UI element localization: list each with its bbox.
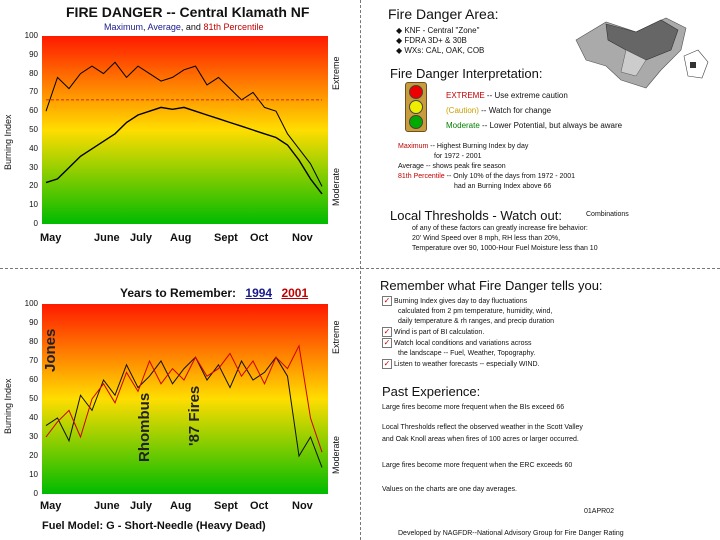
interpretation-levels bbox=[446, 88, 622, 133]
y-tick-label: 80 bbox=[29, 68, 38, 78]
area-item: ◆ KNF - Central "Zone" bbox=[396, 26, 480, 35]
remember-text: Wind is part of BI calculation. bbox=[394, 328, 485, 336]
thresholds-line: of any of these factors can greatly increase fire behavior: bbox=[412, 225, 588, 232]
def-text: -- shows peak fire season bbox=[425, 163, 506, 170]
month-label: May bbox=[40, 500, 62, 512]
thresholds-line: 20' Wind Speed over 8 mph, RH less than 20%, bbox=[412, 235, 561, 242]
month-label: Sept bbox=[214, 500, 238, 512]
y-tick-label: 60 bbox=[29, 375, 38, 384]
month-label: Nov bbox=[292, 500, 313, 512]
legend-percentile: 81th Percentile bbox=[203, 22, 264, 32]
level-word: Moderate bbox=[446, 121, 480, 130]
map-location-marker bbox=[690, 62, 696, 68]
past-line: Values on the charts are one day averages. bbox=[382, 486, 517, 493]
level-word: EXTREME bbox=[446, 91, 485, 100]
month-label: July bbox=[130, 232, 153, 244]
area-item-text: KNF - Central "Zone" bbox=[404, 26, 480, 35]
thresholds-body bbox=[412, 224, 598, 254]
month-label: June bbox=[94, 500, 120, 512]
top-chart-plot bbox=[42, 36, 328, 224]
checkbox-icon: ✓ bbox=[383, 326, 391, 336]
month-label: Aug bbox=[170, 232, 192, 244]
y-tick-label: 30 bbox=[29, 162, 38, 172]
def-text: -- Only 10% of the days from 1972 - 2001 bbox=[446, 173, 576, 180]
y-tick-label: 30 bbox=[29, 432, 38, 441]
y-tick-label: 90 bbox=[29, 49, 38, 59]
level-extreme bbox=[446, 88, 622, 103]
def-text: had an Burning Index above 66 bbox=[454, 183, 552, 190]
def-line bbox=[398, 172, 575, 182]
y-tick-label: 70 bbox=[29, 356, 38, 365]
y-tick-label: 10 bbox=[29, 470, 38, 479]
def-word: 81th Percentile bbox=[398, 173, 445, 180]
y-tick-label: 50 bbox=[29, 125, 38, 134]
month-label: Sept bbox=[214, 232, 238, 244]
area-item-text: WXs: CAL, OAK, COB bbox=[404, 46, 485, 55]
footer-date: 01APR02 bbox=[584, 508, 614, 515]
month-label: May bbox=[40, 232, 62, 244]
top-chart-legend bbox=[104, 22, 264, 32]
thresholds-line: Combinations bbox=[586, 211, 629, 218]
legend-year1: 1994 bbox=[245, 286, 273, 300]
month-label: July bbox=[130, 500, 153, 512]
legend-average: Average bbox=[147, 22, 181, 32]
level-text: -- Use extreme caution bbox=[486, 91, 568, 100]
def-text: for 1972 - 2001 bbox=[434, 153, 482, 160]
month-label: Oct bbox=[250, 232, 269, 244]
remember-item bbox=[382, 296, 554, 307]
remember-list bbox=[382, 296, 554, 369]
def-line bbox=[398, 162, 575, 172]
past-line: Large fires become more frequent when the ERC exceeds 60 bbox=[382, 462, 573, 469]
top-chart-title: FIRE DANGER -- Central Klamath NF bbox=[66, 4, 310, 20]
bottom-zone-extreme: Extreme bbox=[331, 320, 341, 354]
legend-maximum: Maximum bbox=[104, 22, 144, 32]
remember-item bbox=[382, 327, 554, 338]
level-text: -- Lower Potential, but always be aware bbox=[482, 121, 623, 130]
past-line: Large fires become more frequent when the BIs exceed 66 bbox=[382, 404, 565, 411]
area-item-text: FDRA 3D+ & 30B bbox=[404, 36, 467, 45]
remember-text: Listen to weather forecasts -- especially WIND. bbox=[394, 360, 540, 368]
horizontal-divider bbox=[0, 268, 720, 269]
y-tick-label: 0 bbox=[33, 489, 38, 498]
checkbox-icon: ✓ bbox=[383, 358, 391, 368]
interpretation-title: Fire Danger Interpretation: bbox=[390, 66, 543, 81]
green-light-icon bbox=[409, 115, 423, 129]
y-tick-label: 0 bbox=[33, 219, 38, 228]
bottom-title-prefix: Years to Remember: bbox=[120, 286, 237, 300]
level-text: -- Watch for change bbox=[481, 106, 552, 115]
level-moderate bbox=[446, 118, 622, 133]
y-tick-label: 70 bbox=[29, 87, 38, 97]
remember-item bbox=[382, 338, 554, 349]
y-tick-label: 50 bbox=[29, 394, 38, 403]
fire-label-87-fires: '87 Fires bbox=[186, 385, 203, 446]
def-line bbox=[398, 142, 575, 152]
y-tick-label: 10 bbox=[29, 200, 38, 210]
top-zone-moderate: Moderate bbox=[331, 167, 341, 206]
area-item: ◆ WXs: CAL, OAK, COB bbox=[396, 46, 485, 55]
remember-text: Watch local conditions and variations across bbox=[394, 339, 532, 347]
month-label: Nov bbox=[292, 232, 313, 244]
top-zone-extreme: Extreme bbox=[331, 56, 341, 90]
legend-sep: , bbox=[143, 22, 146, 32]
vertical-divider bbox=[360, 0, 361, 540]
area-item: ◆ FDRA 3D+ & 30B bbox=[396, 36, 467, 45]
bottom-chart-plot bbox=[42, 304, 328, 494]
y-tick-label: 100 bbox=[24, 299, 38, 308]
remember-title: Remember what Fire Danger tells you: bbox=[380, 278, 603, 293]
fire-label-jones: Jones bbox=[42, 328, 59, 372]
def-word: Maximum bbox=[398, 143, 429, 150]
y-tick-label: 60 bbox=[29, 106, 38, 116]
month-label: Aug bbox=[170, 500, 192, 512]
level-caution bbox=[446, 103, 622, 118]
thresholds-title: Local Thresholds - Watch out: bbox=[390, 208, 562, 223]
remember-text: calculated from 2 pm temperature, humidity, wind, bbox=[398, 307, 553, 315]
legend-year2: 2001 bbox=[281, 286, 309, 300]
bottom-chart-title bbox=[120, 286, 308, 300]
past-line: Local Thresholds reflect the observed weather in the Scott Valley bbox=[382, 424, 583, 431]
def-word: Average bbox=[398, 163, 424, 170]
y-tick-label: 40 bbox=[29, 143, 38, 153]
remember-item bbox=[382, 359, 554, 370]
bottom-gradient-bg bbox=[42, 304, 328, 494]
month-label: June bbox=[94, 232, 120, 244]
level-word: (Caution) bbox=[446, 106, 479, 115]
past-line: and Oak Knoll areas when fires of 100 acres or larger occurred. bbox=[382, 436, 579, 443]
def-line bbox=[398, 152, 575, 162]
red-light-icon bbox=[409, 85, 423, 99]
month-label: Oct bbox=[250, 500, 269, 512]
y-tick-label: 100 bbox=[24, 31, 38, 40]
y-tick-label: 20 bbox=[29, 181, 38, 191]
fuel-model: Fuel Model: G - Short-Needle (Heavy Dead) bbox=[42, 520, 266, 532]
area-list bbox=[396, 26, 484, 56]
y-tick-label: 90 bbox=[29, 318, 38, 327]
area-title: Fire Danger Area: bbox=[388, 6, 499, 22]
checkbox-icon: ✓ bbox=[383, 296, 391, 305]
remember-text: Burning Index gives day to day fluctuations bbox=[394, 297, 528, 305]
bottom-ylabel: Burning Index bbox=[3, 378, 13, 434]
top-ylabel: Burning Index bbox=[3, 114, 13, 170]
checkbox-icon: ✓ bbox=[383, 337, 391, 347]
area-map bbox=[566, 10, 716, 94]
def-line bbox=[398, 182, 575, 192]
yellow-light-icon bbox=[409, 100, 423, 114]
interpretation-defs bbox=[398, 142, 575, 192]
footer-credit: Developed by NAGFDR--National Advisory Group for Fire Danger Rating bbox=[398, 530, 624, 537]
fire-label-rhombus: Rhombus bbox=[136, 392, 153, 462]
legend-sep: , and bbox=[180, 22, 201, 32]
traffic-light bbox=[400, 82, 430, 132]
y-tick-label: 80 bbox=[29, 337, 38, 346]
bottom-zone-moderate: Moderate bbox=[331, 435, 341, 474]
past-title: Past Experience: bbox=[382, 384, 481, 399]
y-tick-label: 20 bbox=[29, 451, 38, 460]
remember-text: the landscape -- Fuel, Weather, Topography. bbox=[398, 349, 536, 357]
remember-text: daily temperature & rh ranges, and precip duration bbox=[398, 317, 555, 325]
y-tick-label: 40 bbox=[29, 413, 38, 422]
def-text: -- Highest Burning Index by day bbox=[430, 143, 529, 150]
thresholds-line: Temperature over 90, 1000-Hour Fuel Moisture less than 10 bbox=[412, 245, 598, 252]
